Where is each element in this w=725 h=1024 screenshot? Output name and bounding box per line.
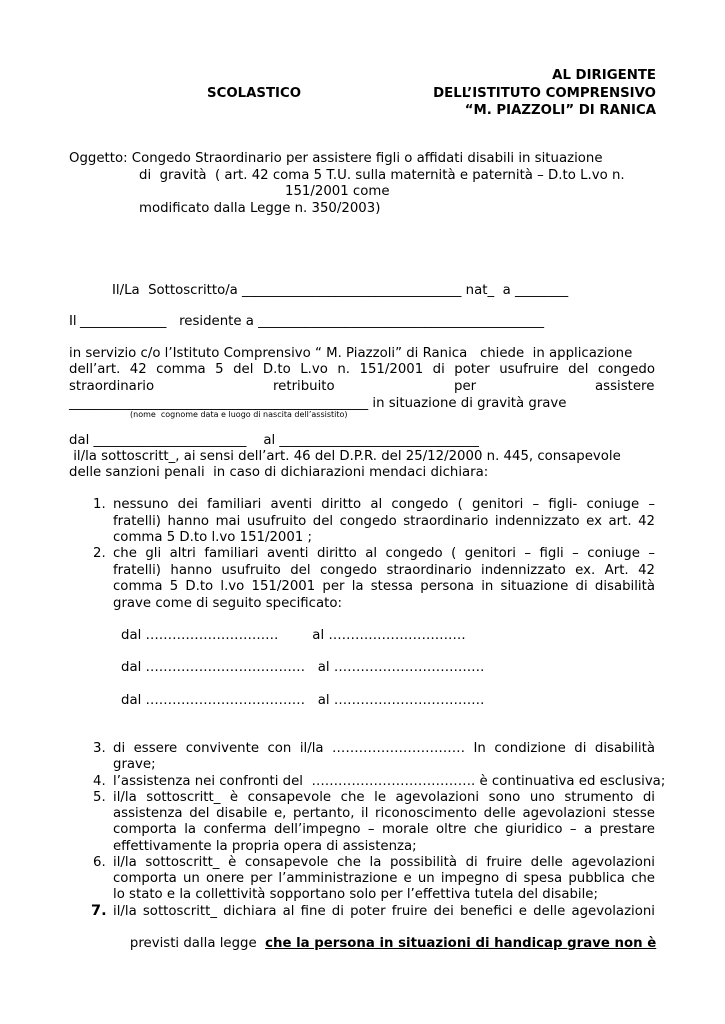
item-1-number: 1. — [93, 497, 106, 512]
item-3-number: 3. — [93, 741, 106, 756]
declaration-line: il/la sottoscritt_, ai sensi dell’art. 46 del D.P.R. del 25/12/2000 n. 445, consapevole — [69, 449, 621, 464]
article-line: dell’art. 42 comma 5 del D.to L.vo n. 151/2001 di poter usufruire del congedo — [69, 362, 655, 377]
item-6-number: 6. — [93, 855, 106, 870]
period-row-1: dal ………………………… al …………………………. — [121, 628, 466, 643]
item-6-line-1: il/la sottoscritt_ è consapevole che la possibilità di fruire delle agevolazioni — [113, 855, 655, 870]
recipient-line-2: DELL’ISTITUTO COMPRENSIVO — [433, 86, 656, 101]
leave-word-1: straordinario — [69, 379, 155, 394]
item-7-line-1: il/la sottoscritt_ dichiara al fine di poter fruire dei benefici e delle agevolazioni — [113, 904, 655, 919]
subject-line-1: Oggetto: Congedo Straordinario per assistere figli o affidati disabili in situazione — [69, 151, 603, 166]
item-6-line-3: lo stato e la collettività sopportano solo per l’effettiva tutela del disabile; — [113, 887, 598, 902]
residence-prefix: Il — [69, 314, 77, 329]
assisted-person-line: _____________________________________________ in situazione di gravità grave — [69, 396, 567, 411]
item-3-line-1: di essere convivente con il/la ………………………… In condizione di disabilità — [113, 741, 655, 756]
item-7-line-2 — [113, 920, 656, 968]
subject-line-3: 151/2001 come — [285, 184, 390, 199]
item-1-line-3: comma 5 D.to l.vo 151/2001 ; — [113, 530, 313, 545]
subject-line-2: di gravità ( art. 42 coma 5 T.U. sulla maternità e paternità – D.to L.vo n. — [139, 168, 625, 183]
recipient-line-3: “M. PIAZZOLI” DI RANICA — [464, 103, 656, 118]
item-2-line-3: comma 5 D.to l.vo 151/2001 per la stessa persona in situazione di disabilità — [113, 579, 655, 594]
item-6-line-2: comporta un onere per l’amministrazione e un impegno di spesa pubblica che — [113, 871, 655, 886]
leave-word-2: retribuito — [273, 379, 335, 394]
item-2-line-4: grave come di seguito specificato: — [113, 596, 342, 611]
item-2-line-2: fratelli) hanno usufruito del congedo straordinario indennizzato ex. Art. 42 — [113, 563, 655, 578]
item-7-line-2-text: previsti dalla legge — [129, 936, 266, 951]
service-line: in servizio c/o l’Istituto Comprensivo “ M. Piazzoli” di Ranica chiede in applicazione — [69, 346, 633, 361]
item-1-line-2: fratelli) hanno mai usufruito del congedo straordinario indennizzato ex art. 42 — [113, 514, 655, 529]
item-4-number: 4. — [93, 774, 106, 789]
item-5-line-1: il/la sottoscritt_ è consapevole che le agevolazioni sono uno strumento di — [113, 790, 655, 805]
item-4-line-1: l’assistenza nei confronti del ………………………………. è continuativa ed esclusiva; — [113, 774, 666, 789]
undersigned-line: Il/La Sottoscritto/a _________________________________ nat_ a ________ — [112, 283, 569, 298]
item-5-line-2: assistenza del disabile e, pertanto, il riconoscimento delle agevolazioni stesse — [113, 806, 655, 821]
leave-word-4: assistere — [595, 379, 655, 394]
period-line: dal _______________________ al ______________________________ — [69, 433, 479, 448]
item-5-line-3: comporta la conferma dell’impegno – morale oltre che giuridico – a prestare — [113, 822, 655, 837]
period-row-3: dal ……………………………… al ……………………………. — [121, 693, 485, 708]
residence-line: _____________ residente a ___________________________________________ — [80, 314, 545, 329]
recipient-scolastico: SCOLASTICO — [207, 86, 302, 101]
item-2-line-1: che gli altri familiari aventi diritto al congedo ( genitori – figli – coniuge – — [113, 546, 655, 561]
item-3-line-2: grave; — [113, 757, 156, 772]
item-7-emphasis: che la persona in situazioni di handicap grave non è — [265, 936, 657, 951]
item-7-number: 7. — [91, 903, 107, 919]
period-row-2: dal ……………………………… al ……………………………. — [121, 660, 489, 675]
sanctions-line: delle sanzioni penali in caso di dichiarazioni mendaci dichiara: — [69, 465, 489, 480]
item-5-line-4: effettivamente la propria opera di assistenza; — [113, 839, 417, 854]
item-5-number: 5. — [93, 790, 106, 805]
item-2-number: 2. — [93, 546, 106, 561]
recipient-line-1: AL DIRIGENTE — [552, 68, 656, 83]
leave-word-3: per — [454, 379, 477, 394]
item-1-line-1: nessuno dei familiari aventi diritto al congedo ( genitori – figli- coniuge – — [113, 497, 655, 512]
subject-line-4: modificato dalla Legge n. 350/2003) — [139, 201, 381, 216]
assisted-person-note: (nome cognome data e luogo di nascita dell’assistito) — [130, 410, 348, 419]
